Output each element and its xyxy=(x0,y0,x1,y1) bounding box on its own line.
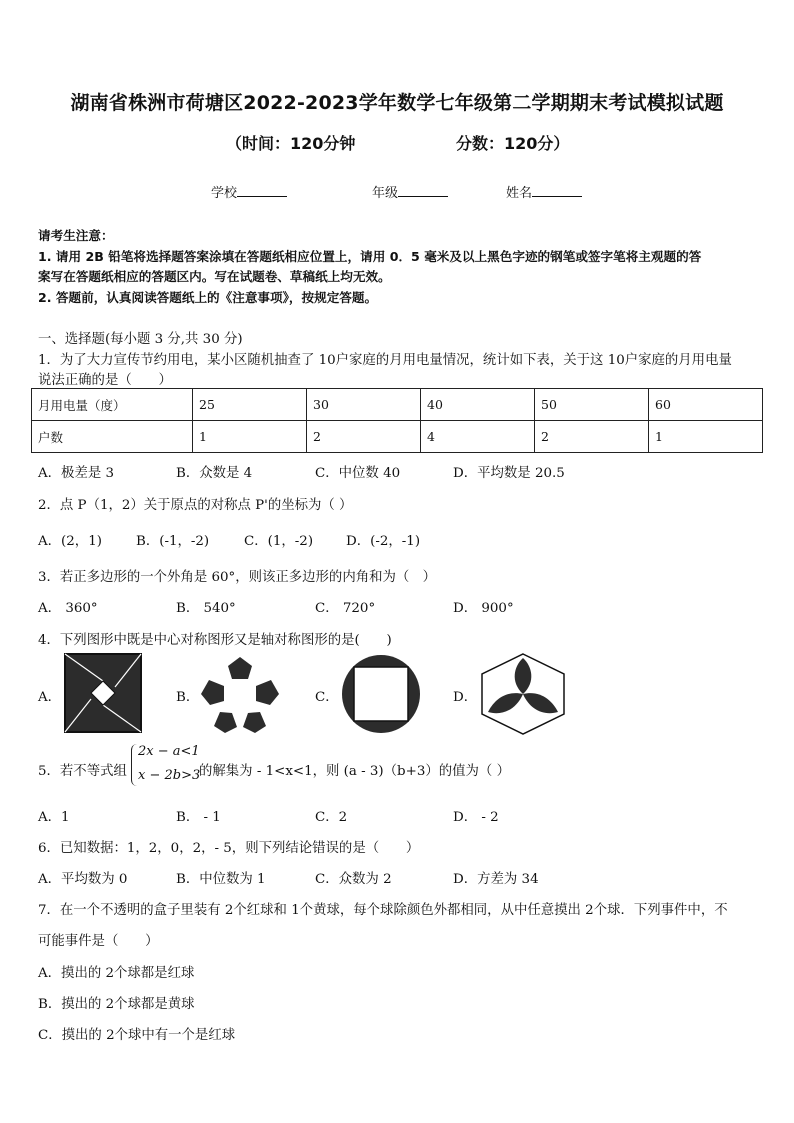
q6-option-b[interactable]: B．中位数为 1 xyxy=(176,872,266,887)
table-cell: 1 xyxy=(193,421,307,453)
q7-option-a[interactable]: A．摸出的 2个球都是红球 xyxy=(38,966,195,981)
name-label: 姓名 xyxy=(506,186,533,201)
notice-line1b: 案写在答题纸相应的答题区内。写在试题卷、草稿纸上均无效。 xyxy=(38,269,391,284)
section-heading: 一、选择题(每小题 3 分,共 30 分) xyxy=(38,332,243,347)
q4-figure-a-square-pinwheel-icon xyxy=(63,652,143,734)
table-cell: 月用电量（度） xyxy=(32,389,193,421)
q1-option-a[interactable]: A．极差是 3 xyxy=(38,466,115,481)
q7-text-cont: 可能事件是（ ） xyxy=(38,934,159,949)
q2-text: 2．点 P（1，2）关于原点的对称点 P'的坐标为（ ） xyxy=(38,498,353,513)
q3-option-b[interactable]: B． 540° xyxy=(176,601,236,616)
table-row xyxy=(32,421,763,453)
q4-figure-c-circle-square-icon xyxy=(340,653,422,735)
q1-option-c[interactable]: C．中位数 40 xyxy=(315,466,401,481)
school-label: 学校 xyxy=(211,186,238,201)
q4-option-a[interactable]: A． xyxy=(38,690,62,705)
name-field[interactable] xyxy=(506,182,582,201)
grade-label: 年级 xyxy=(372,186,399,201)
system-brace xyxy=(131,744,138,786)
q1-option-d[interactable]: D．平均数是 20.5 xyxy=(453,466,565,481)
table-cell: 50 xyxy=(535,389,649,421)
school-field[interactable] xyxy=(211,182,287,201)
table-cell: 户数 xyxy=(32,421,193,453)
q4-text: 4．下列图形中既是中心对称图形又是轴对称图形的是( ) xyxy=(38,633,392,648)
table-cell: 4 xyxy=(421,421,535,453)
table-cell: 2 xyxy=(307,421,421,453)
q5-suffix: 的解集为 - 1<x<1，则 (a - 3)（b+3）的值为（ ） xyxy=(199,764,510,779)
q5-option-a[interactable]: A．1 xyxy=(38,810,70,825)
q5-option-d[interactable]: D． - 2 xyxy=(453,810,499,825)
q5-option-c[interactable]: C．2 xyxy=(315,810,348,825)
table-cell: 1 xyxy=(649,421,763,453)
score-label: 分数：120分） xyxy=(456,134,570,153)
table-cell: 40 xyxy=(421,389,535,421)
q4-figure-d-hexagon-petals-icon xyxy=(480,652,566,736)
q4-option-d[interactable]: D． xyxy=(453,690,478,705)
time-label: （时间：120分钟 xyxy=(226,134,356,153)
q3-text: 3．若正多边形的一个外角是 60°，则该正多边形的内角和为（ ） xyxy=(38,570,437,585)
q7-option-c[interactable]: C．摸出的 2个球中有一个是红球 xyxy=(38,1028,236,1043)
q3-option-a[interactable]: A． 360° xyxy=(38,601,98,616)
q1-table xyxy=(31,388,763,453)
q1-text: 1．为了大力宣传节约用电，某小区随机抽查了 10户家庭的月用电量情况，统计如下表，关于这 10户家庭的月用电量 xyxy=(38,353,732,368)
exam-title: 湖南省株洲市荷塘区2022-2023学年数学七年级第二学期期末考试模拟试题 xyxy=(70,92,724,114)
notice-heading: 请考生注意： xyxy=(38,228,114,243)
q5-prefix: 5．若不等式组 xyxy=(38,764,127,779)
q2-option-d[interactable]: D．(-2，-1) xyxy=(346,534,421,549)
q5-option-b[interactable]: B． - 1 xyxy=(176,810,221,825)
q5-inequality-1: 2x − a<1 xyxy=(138,744,200,759)
q2-option-c[interactable]: C．(1，-2) xyxy=(244,534,314,549)
q5-inequality-2: x − 2b>3 xyxy=(138,768,201,783)
table-cell: 2 xyxy=(535,421,649,453)
q6-option-c[interactable]: C．众数为 2 xyxy=(315,872,392,887)
q3-option-d[interactable]: D． 900° xyxy=(453,601,514,616)
q1-text-cont: 说法正确的是（ ） xyxy=(38,373,172,388)
q6-option-d[interactable]: D．方差为 34 xyxy=(453,872,539,887)
q3-option-c[interactable]: C． 720° xyxy=(315,601,376,616)
q4-option-b[interactable]: B． xyxy=(176,690,200,705)
q7-text: 7．在一个不透明的盒子里装有 2个红球和 1个黄球，每个球除颜色外都相同，从中任意摸出 2个球．下列事件中，不 xyxy=(38,903,728,918)
q1-option-b[interactable]: B．众数是 4 xyxy=(176,466,253,481)
q6-option-a[interactable]: A．平均数为 0 xyxy=(38,872,128,887)
q2-option-b[interactable]: B．(-1，-2) xyxy=(136,534,210,549)
notice-line1: 1. 请用 2B 铅笔将选择题答案涂填在答题纸相应位置上，请用 0．5 毫米及以上黑色字迹的钢笔或签字笔将主观题的答 xyxy=(38,249,702,264)
q4-figure-b-pentagons-icon xyxy=(198,654,282,734)
q7-option-b[interactable]: B．摸出的 2个球都是黄球 xyxy=(38,997,195,1012)
table-cell: 30 xyxy=(307,389,421,421)
notice-line2: 2. 答题前，认真阅读答题纸上的《注意事项》，按规定答题。 xyxy=(38,290,378,305)
table-cell: 60 xyxy=(649,389,763,421)
grade-field[interactable] xyxy=(372,182,448,201)
q6-text: 6．已知数据：1，2，0，2，- 5，则下列结论错误的是（ ） xyxy=(38,841,420,856)
q2-option-a[interactable]: A．(2，1) xyxy=(38,534,102,549)
table-cell: 25 xyxy=(193,389,307,421)
q4-option-c[interactable]: C． xyxy=(315,690,339,705)
table-row xyxy=(32,389,763,421)
